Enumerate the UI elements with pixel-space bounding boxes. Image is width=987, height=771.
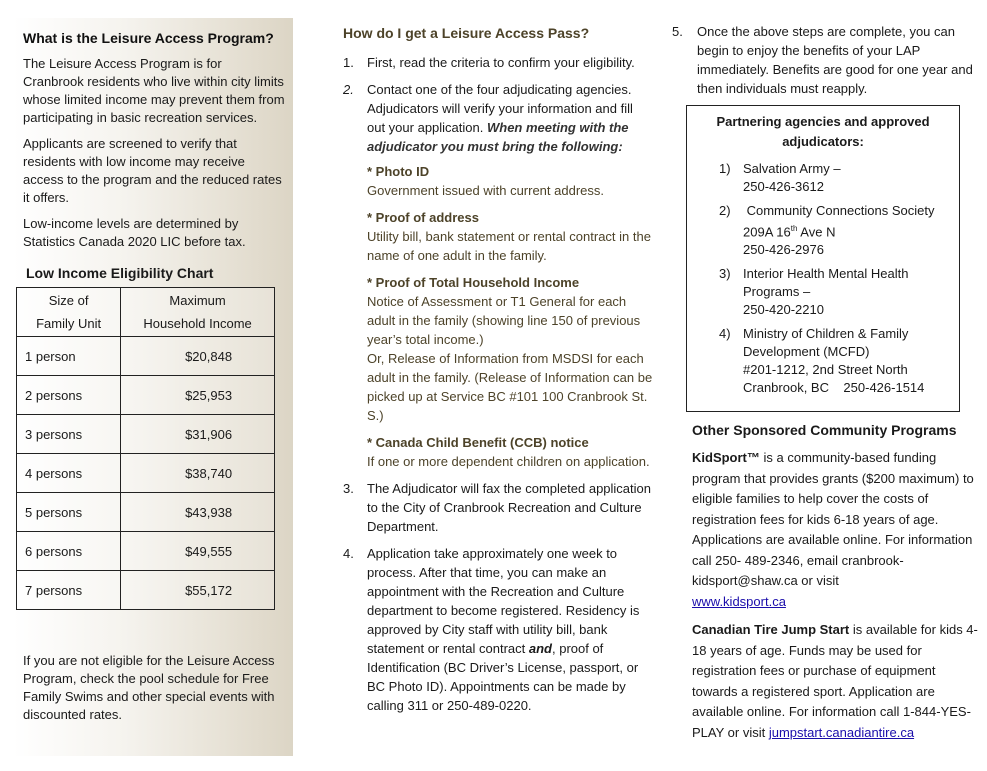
income-cell: $38,740 [121, 454, 275, 493]
step-emphasis: and [528, 641, 552, 656]
table-row [17, 571, 275, 610]
family-size-cell: 6 persons [17, 532, 121, 571]
kidsport-program [692, 448, 982, 612]
family-size-cell: 4 persons [17, 454, 121, 493]
step-text: First, read the criteria to confirm your eligibility. [367, 55, 635, 70]
middle-panel [343, 0, 653, 771]
income-cell: $55,172 [121, 571, 275, 610]
steps-list [343, 53, 653, 715]
partner-phone: 250-426-2976 [743, 242, 824, 258]
step-text: Application take approximately one week to process. After that time, you can make an appointment with the Recreation and Culture department to become registered. Residency is approved by City staff with utility bill, bank statement or rental contract [367, 546, 640, 656]
other-programs-heading: Other Sponsored Community Programs [692, 422, 957, 439]
partners-heading: Partnering agencies and approved adjudicators: [716, 114, 930, 149]
address-suffix: th [790, 224, 798, 233]
partner-item [695, 202, 951, 259]
partner-phone: 250-420-2210 [743, 302, 824, 318]
not-eligible-note: If you are not eligible for the Leisure Access Program, check the pool schedule for Free Family Swims and other special events with discounted rates. [23, 653, 275, 722]
step-text: Once the above steps are complete, you can begin to enjoy the benefits of your LAP immediately. Benefits are good for one year and then individuals must reapply. [697, 24, 973, 96]
kidsport-text: is a community-based funding program that provides grants ($200 maximum) to eligible families to help cover the costs of registration fees for kids 6-18 years of age. Applications are available online. For information call 250- 489-2346, email cranbrook-kidsport@shaw.ca or visit [692, 450, 974, 589]
table-header-row [17, 288, 275, 337]
partner-name: Community Connections Society [743, 203, 935, 218]
step-number: 3. [343, 481, 354, 496]
step-text: Contact one of the four adjudicating agencies. Adjudicators will verify your information and fill out your application. [367, 82, 633, 135]
family-size-header [17, 288, 121, 337]
header-text: Size of [48, 293, 89, 308]
partner-address [743, 220, 951, 241]
kidsport-name: KidSport™ [692, 450, 760, 466]
screening-description: Applicants are screened to verify that residents with low income may receive access to the program and the reduced rates it offers. [23, 136, 282, 205]
partner-name: Ministry of Children & Family Development (MCFD) [743, 326, 909, 360]
table-row [17, 493, 275, 532]
right-panel [672, 0, 982, 771]
requirement-body: Utility bill, bank statement or rental contract in the name of one adult in the family. [367, 229, 651, 263]
step-number: 2. [343, 82, 354, 97]
max-income-header [121, 288, 275, 337]
partner-number: 1) [719, 161, 731, 176]
how-to-heading: How do I get a Leisure Access Pass? [343, 25, 590, 41]
step-item [672, 22, 982, 98]
requirement-ccb-notice [367, 433, 653, 471]
requirement-body: Notice of Assessment or T1 General for each adult in the family (showing line 150 of previous year’s total income.) [367, 294, 641, 347]
family-size-cell: 5 persons [17, 493, 121, 532]
requirement-body: Government issued with current address. [367, 183, 604, 198]
table-row [17, 337, 275, 376]
step-text: , proof of Identification (BC Driver’s License, passport, or BC Photo ID). Appointments can be made by calling 311 or 250-489-0220. [367, 641, 639, 713]
table-row [17, 376, 275, 415]
partners-list [695, 160, 951, 397]
bring-following-note: When meeting with the adjudicator you must bring the following: [367, 120, 629, 154]
table-row [17, 415, 275, 454]
family-size-cell: 7 persons [17, 571, 121, 610]
partner-item [695, 265, 951, 319]
jumpstart-link[interactable]: jumpstart.canadiantire.ca [768, 724, 915, 740]
partner-city-phone: Cranbrook, BC 250-426-1514 [743, 380, 925, 396]
family-size-cell: 1 person [17, 337, 121, 376]
income-cell: $31,906 [121, 415, 275, 454]
header-text: Household Income [143, 316, 252, 331]
jumpstart-name: Canadian Tire Jump Start [692, 622, 850, 638]
step-number: 4. [343, 546, 354, 561]
partner-phone: 250-426-3612 [743, 179, 824, 194]
left-panel [13, 18, 293, 756]
table-row [17, 454, 275, 493]
family-size-cell: 2 persons [17, 376, 121, 415]
address-text: 209A 16 [743, 224, 791, 240]
step-item [343, 80, 653, 471]
requirement-body: If one or more dependent children on application. [367, 454, 650, 469]
step-text: The Adjudicator will fax the completed application to the City of Cranbrook Recreation and Culture Department. [367, 481, 651, 534]
jumpstart-text: is available for kids 4-18 years of age. Funds may be used for registration fees or purchase of equipment towards a registered sport. Application are available online. For information call 1-844-YES-PLAY or visit [692, 622, 978, 740]
family-size-cell: 3 persons [17, 415, 121, 454]
requirement-photo-id [367, 162, 653, 200]
partner-number: 3) [719, 266, 731, 282]
requirement-household-income [367, 273, 653, 425]
partner-number: 2) [719, 203, 731, 218]
eligibility-chart-title: Low Income Eligibility Chart [26, 265, 214, 281]
step-item [343, 53, 653, 72]
requirement-body-alt: Or, Release of Information from MSDSI for each adult in the family. (Release of Information can be picked up at Service BC #101 100 Cranbrook St. S.) [367, 351, 653, 423]
jumpstart-program [692, 620, 982, 743]
income-cell: $49,555 [121, 532, 275, 571]
partner-number: 4) [719, 326, 731, 342]
income-cell: $25,953 [121, 376, 275, 415]
requirement-title: * Canada Child Benefit (CCB) notice [367, 435, 589, 450]
partner-name: Interior Health Mental Health Programs – [743, 266, 909, 300]
requirement-title: * Photo ID [367, 164, 430, 179]
kidsport-link[interactable]: www.kidsport.ca [692, 593, 786, 609]
partner-address: #201-1212, 2nd Street North [743, 362, 908, 378]
eligibility-table [16, 287, 275, 610]
income-cell: $43,938 [121, 493, 275, 532]
program-description: The Leisure Access Program is for Cranbrook residents who live within city limits whose limited income may prevent them from participating in basic recreation services. [23, 56, 285, 125]
partner-item [695, 325, 951, 397]
requirement-title: * Proof of address [367, 210, 479, 225]
income-levels-note: Low-income levels are determined by Statistics Canada 2020 LIC before tax. [23, 216, 246, 249]
table-row [17, 532, 275, 571]
requirement-proof-of-address [367, 208, 653, 265]
partner-name: Salvation Army – [743, 161, 841, 176]
step-number: 1. [343, 55, 354, 70]
step-item [343, 479, 653, 536]
income-cell: $20,848 [121, 337, 275, 376]
header-text: Maximum [169, 293, 226, 308]
step-item [343, 544, 653, 715]
requirement-title: * Proof of Total Household Income [367, 275, 580, 290]
step-number: 5. [672, 24, 683, 39]
address-text: Ave N [797, 224, 836, 240]
header-text: Family Unit [36, 316, 102, 331]
program-heading: What is the Leisure Access Program? [23, 30, 274, 46]
partner-agencies-box [686, 105, 960, 412]
partner-item [695, 160, 951, 196]
